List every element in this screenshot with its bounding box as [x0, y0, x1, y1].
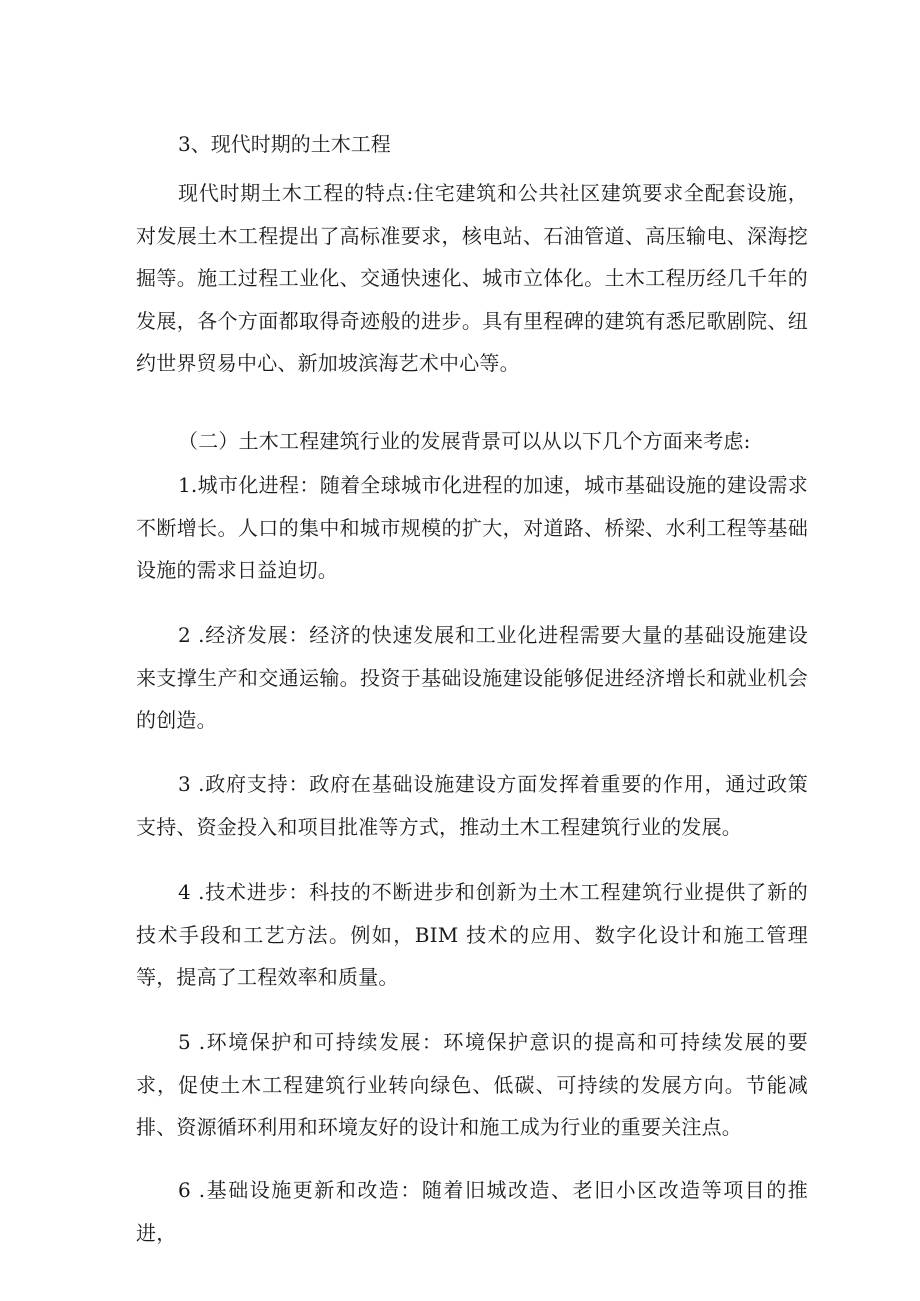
paragraph-infrastructure-renewal: 6 .基础设施更新和改造：随着旧城改造、老旧小区改造等项目的推进，	[136, 1178, 808, 1245]
paragraph-modern-era: 现代时期土木工程的特点:住宅建筑和公共社区建筑要求全配套设施，对发展土木工程提出了高标准要求，核电站、石油管道、高压输电、深海挖掘等。施工过程工业化、交通快速化、城市立体化。土木工程历经几千年的发展，各个方面都取得奇迹般的进步。具有里程碑的建筑有悉尼歌剧院、纽约世界贸易中心、新加坡滨海艺术中心等。	[136, 181, 808, 375]
paragraph-background-intro: （二）土木工程建筑行业的发展背景可以从以下几个方面来考虑:	[178, 429, 751, 453]
paragraph-economic-development: 2 .经济发展：经济的快速发展和工业化进程需要大量的基础设施建设来支撑生产和交通运输。投资于基础设施建设能够促进经济增长和就业机会的创造。	[136, 623, 808, 732]
paragraph-urbanization: 1.城市化进程：随着全球城市化进程的加速，城市基础设施的建设需求不断增长。人口的集中和城市规模的扩大，对道路、桥梁、水利工程等基础设施的需求日益迫切。	[136, 473, 808, 582]
paragraph-environmental-protection: 5 .环境保护和可持续发展：环境保护意识的提高和可持续发展的要求，促使土木工程建筑行业转向绿色、低碳、可持续的发展方向。节能减排、资源循环利用和环境友好的设计和施工成为行业的重要关注点。	[136, 1030, 808, 1139]
section-heading: 3、现代时期的土木工程	[178, 132, 391, 156]
paragraph-government-support: 3 .政府支持：政府在基础设施建设方面发挥着重要的作用，通过政策支持、资金投入和项目批准等方式，推动土木工程建筑行业的发展。	[136, 772, 808, 839]
paragraph-technology-progress: 4 .技术进步：科技的不断进步和创新为土木工程建筑行业提供了新的技术手段和工艺方法。例如，BIM 技术的应用、数字化设计和施工管理等，提高了工程效率和质量。	[136, 880, 808, 989]
